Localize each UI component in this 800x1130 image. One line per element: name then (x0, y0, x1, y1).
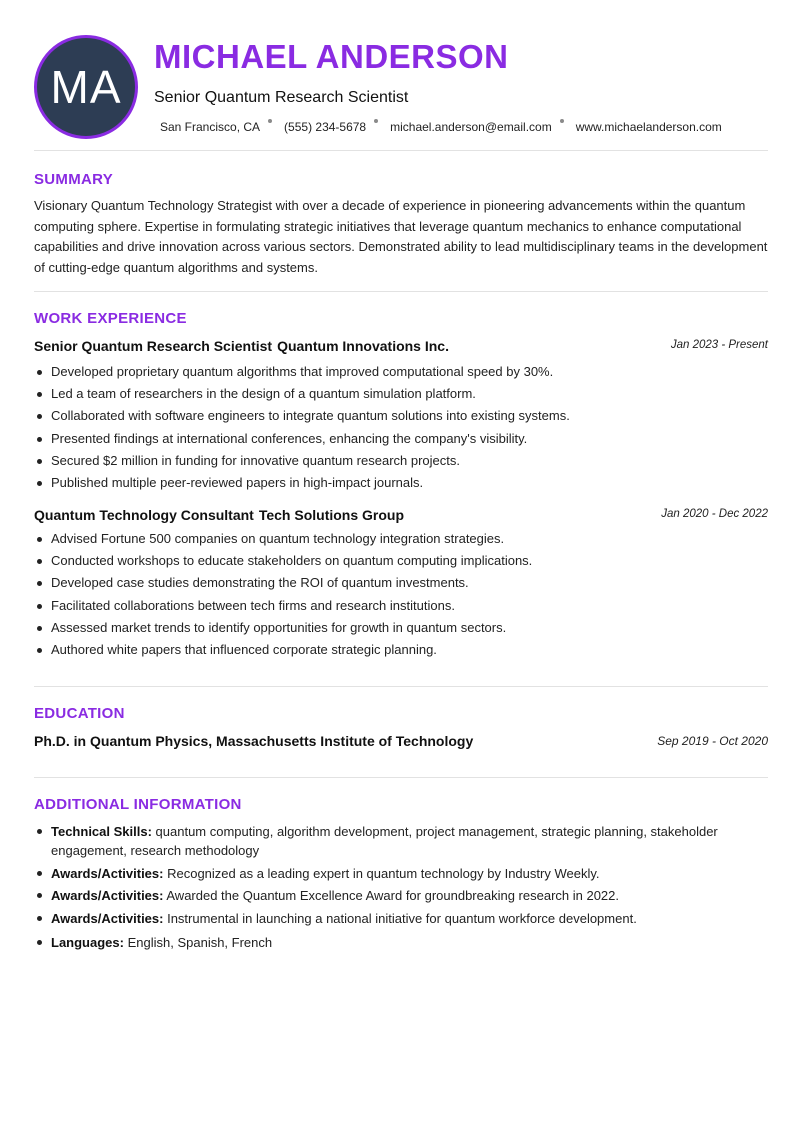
experience-heading: WORK EXPERIENCE (34, 310, 187, 327)
info-text: Recognized as a leading expert in quantum technology by Industry Weekly. (167, 865, 600, 881)
contact-phone[interactable]: (555) 234-5678 (284, 120, 367, 134)
info-label: Languages: (51, 934, 124, 950)
separator-dot (374, 119, 378, 123)
contact-location: San Francisco, CA (160, 120, 261, 134)
contact-row (160, 120, 722, 134)
candidate-name: MICHAEL ANDERSON (154, 38, 509, 75)
list-item: Secured $2 million in funding for innovative quantum research projects. (34, 452, 768, 474)
education-dates: Sep 2019 - Oct 2020 (657, 734, 768, 748)
candidate-title: Senior Quantum Research Scientist (154, 89, 409, 106)
list-item: Advised Fortune 500 companies on quantum technology integration strategies. (34, 530, 768, 552)
info-label: Technical Skills: (51, 824, 152, 839)
job-header (34, 507, 768, 523)
job-role: Senior Quantum Research Scientist (34, 338, 273, 354)
job-header (34, 338, 768, 354)
info-text: Instrumental in launching a national initiative for quantum workforce development. (167, 910, 637, 926)
info-label: Awards/Activities: (51, 865, 164, 881)
info-label: Awards/Activities: (51, 910, 164, 926)
education-degree: Ph.D. in Quantum Physics, Massachusetts Institute of Technology (34, 733, 474, 749)
avatar: MA (34, 35, 138, 139)
education-entry (34, 733, 768, 749)
list-item: Authored white papers that influenced corporate strategic planning. (34, 641, 768, 663)
list-item: Assessed market trends to identify opportunities for growth in quantum sectors. (34, 619, 768, 641)
additional-list (34, 822, 768, 955)
job-role: Quantum Technology Consultant (34, 507, 254, 523)
list-item: Led a team of researchers in the design of a quantum simulation platform. (34, 385, 768, 407)
contact-website[interactable]: www.michaelanderson.com (575, 120, 722, 134)
section-divider (34, 150, 768, 151)
list-item (34, 822, 768, 860)
job-company: Tech Solutions Group (258, 507, 405, 523)
section-divider (34, 686, 768, 687)
list-item: Presented findings at international conferences, enhancing the company's visibility. (34, 430, 768, 452)
info-text: English, Spanish, French (127, 934, 273, 950)
info-label: Awards/Activities: (51, 888, 164, 903)
resume-header (34, 0, 768, 150)
list-item (34, 886, 768, 905)
list-item (34, 864, 768, 883)
resume-page (34, 0, 768, 950)
list-item: Collaborated with software engineers to integrate quantum solutions into existing systems. (34, 407, 768, 429)
list-item (34, 909, 768, 928)
list-item: Facilitated collaborations between tech firms and research institutions. (34, 597, 768, 619)
list-item: Published multiple peer-reviewed papers in high-impact journals. (34, 474, 768, 496)
job-dates: Jan 2020 - Dec 2022 (661, 508, 768, 520)
info-text: Awarded the Quantum Excellence Award for groundbreaking research in 2022. (166, 888, 620, 903)
summary-text: Visionary Quantum Technology Strategist with over a decade of experience in pioneering advancements within the quantum computing sphere. Expertise in formulating strategic initiatives that leverage quantum mechanics to enhance computational capabilities and drive innovation across various sectors. Demonstrated ability to lead multidisciplinary teams in the development of cutting-edge quantum algorithms and systems. (34, 198, 768, 275)
list-item: Conducted workshops to educate stakeholders on quantum computing implications. (34, 552, 768, 574)
summary-heading: SUMMARY (34, 171, 114, 188)
separator-dot (560, 119, 564, 123)
education-heading: EDUCATION (34, 705, 125, 722)
section-divider (34, 777, 768, 778)
job-bullets (34, 363, 768, 496)
section-divider (34, 291, 768, 292)
list-item: Developed proprietary quantum algorithms that improved computational speed by 30%. (34, 363, 768, 385)
additional-heading: ADDITIONAL INFORMATION (34, 796, 242, 813)
job-company: Quantum Innovations Inc. (277, 338, 449, 354)
job-dates: Jan 2023 - Present (670, 339, 768, 351)
info-text: quantum computing, algorithm development, project management, strategic planning, stakeholder engagement, research methodology (51, 824, 718, 858)
list-item (34, 933, 768, 952)
contact-email[interactable]: michael.anderson@email.com (390, 120, 552, 134)
separator-dot (268, 119, 272, 123)
list-item: Developed case studies demonstrating the ROI of quantum investments. (34, 574, 768, 596)
job-bullets (34, 530, 768, 663)
